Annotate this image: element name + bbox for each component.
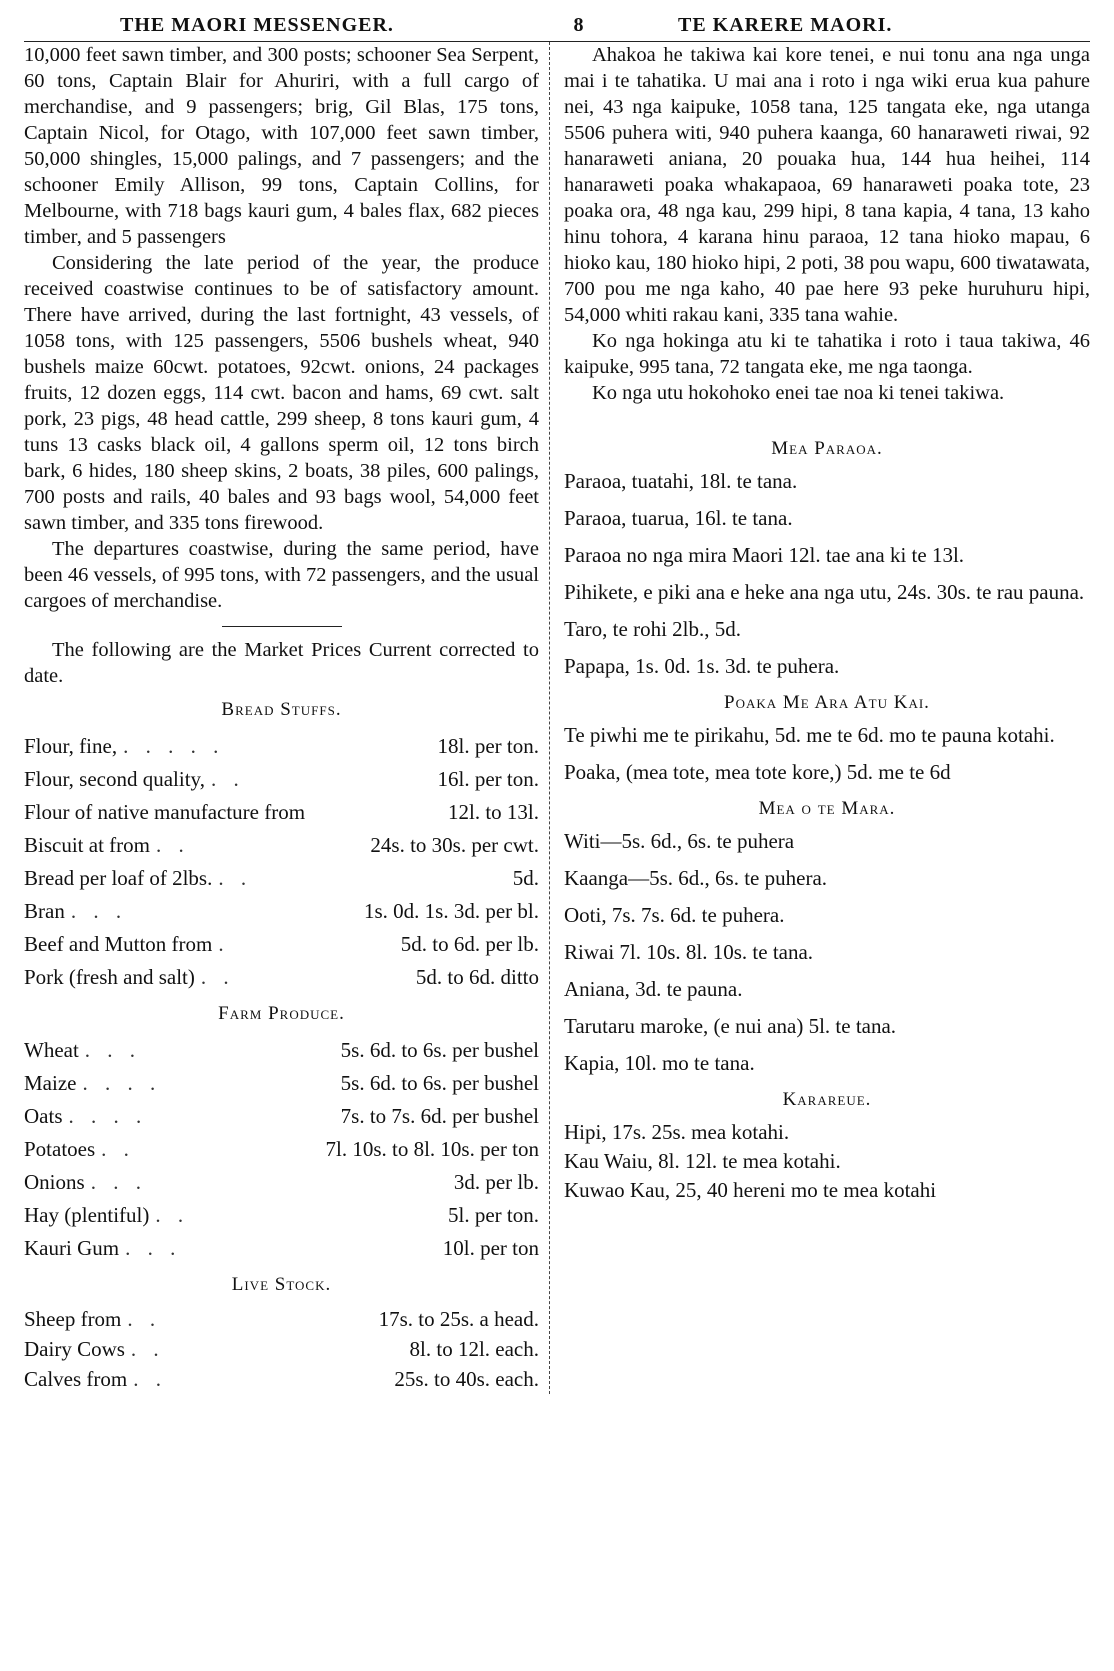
price-row bbox=[24, 861, 539, 894]
item-price: 18l. per ton. bbox=[437, 733, 539, 758]
page-header bbox=[24, 14, 1090, 42]
english-column bbox=[24, 42, 549, 1394]
item-label: Flour, fine, bbox=[24, 733, 118, 758]
item-label: Bran bbox=[24, 898, 65, 923]
price-row bbox=[24, 1334, 539, 1364]
header-title-maori: TE KARERE MAORI. bbox=[678, 14, 893, 36]
section-poaka bbox=[564, 690, 1090, 786]
price-entry: Te piwhi me te pirikahu, 5d. me te 6d. mo te pauna kotahi. bbox=[564, 723, 1055, 747]
dot-leader: . . bbox=[210, 766, 245, 791]
item-price: 17s. to 25s. a head. bbox=[378, 1307, 539, 1331]
price-entry: Kuwao Kau, 25, 40 hereni mo te mea kotahi bbox=[564, 1178, 937, 1202]
section-heading: Mea Paraoa. bbox=[771, 438, 883, 459]
produce-paragraph: Considering the late period of the year, the produce received coastwise continues to be of satisfactory amount. There have arrived, during the last fortnight, 43 vessels, of 1058 tons, with 125 passengers, 5506 bushels wheat, 940 bushels maize 60cwt. potatoes, 92cwt. onions, 24 packages fruits, 12 dozen eggs, 114 cwt. bacon and hams, 69 cwt. salt pork, 23 pigs, 48 head cattle, 299 sheep, 8 tons kauri gum, 4 tuns 13 casks black oil, 4 gallons sperm oil, 12 tons birch bark, 6 hides, 180 sheep skins, 2 boats, 38 piles, 600 palings, 700 posts and rails, 40 bales and 93 bags wool, 54,000 feet sawn timber, and 335 tons firewood. bbox=[24, 252, 539, 534]
departures-paragraph: The departures coastwise, during the same period, have been 46 vessels, of 995 tons, with 72 passengers, and the usual cargoes of merchandise. bbox=[24, 538, 539, 612]
price-row bbox=[24, 1099, 539, 1132]
price-row bbox=[24, 1198, 539, 1231]
dot-leader: . . bbox=[101, 1136, 135, 1161]
dot-leader: . . bbox=[200, 964, 235, 989]
item-label: Onions bbox=[24, 1169, 85, 1194]
price-entry: Poaka, (mea tote, mea tote kore,) 5d. me te 6d bbox=[564, 760, 951, 784]
item-label: Biscuit at from bbox=[24, 832, 150, 857]
item-price: 5d. to 6d. ditto bbox=[415, 964, 539, 989]
price-entry: Aniana, 3d. te pauna. bbox=[564, 977, 743, 1001]
item-label: Maize bbox=[24, 1070, 77, 1095]
market-intro: The following are the Market Prices Current corrected to date. bbox=[24, 639, 539, 687]
item-price: 16l. per ton. bbox=[437, 766, 539, 791]
item-label: Pork (fresh and salt) bbox=[24, 964, 195, 989]
price-entry: Paraoa, tuatahi, 18l. te tana. bbox=[564, 469, 798, 493]
maori-market-intro: Ko nga utu hokohoko enei tae noa ki tenei takiwa. bbox=[592, 382, 1005, 404]
section-mea-paraoa bbox=[564, 436, 1090, 680]
section-farm-produce bbox=[24, 1001, 539, 1264]
item-price: 12l. to 13l. bbox=[447, 799, 539, 824]
price-entry: Pihikete, e piki ana e heke ana nga utu, 24s. 30s. te rau pauna. bbox=[564, 580, 1085, 604]
dot-leader: . . . . bbox=[82, 1070, 162, 1095]
maori-departures-paragraph: Ko nga hokinga atu ki te tahatika i roto i taua takiwa, 46 kaipuke, 995 tana, 72 tangata eke, me nga taonga. bbox=[564, 330, 1090, 378]
item-label: Sheep from bbox=[24, 1307, 122, 1331]
section-heading: Mea o te Mara. bbox=[758, 798, 896, 819]
price-entry: Tarutaru maroke, (e nui ana) 5l. te tana. bbox=[564, 1014, 897, 1038]
item-price: 5s. 6d. to 6s. per bushel bbox=[340, 1070, 539, 1095]
dot-leader: . bbox=[218, 931, 230, 956]
item-price: 7l. 10s. to 8l. 10s. per ton bbox=[325, 1136, 539, 1161]
price-entry: Hipi, 17s. 25s. mea kotahi. bbox=[564, 1120, 790, 1144]
dot-leader: . . . . bbox=[68, 1103, 148, 1128]
dot-leader: . . . bbox=[84, 1037, 142, 1062]
page-number: 8 bbox=[573, 14, 585, 36]
item-label: Wheat bbox=[24, 1037, 79, 1062]
dot-leader: . . bbox=[155, 1202, 190, 1227]
shipping-paragraph: 10,000 feet sawn timber, and 300 posts; schooner Sea Serpent, 60 tons, Captain Blair for Ahuriri, with a full cargo of merchandise, and 9 passengers; brig, Gil Blas, 175 tons, Captain Nicol, for Otago, with 107,000 feet sawn timber, 50,000 shingles, 15,000 palings, and 7 passengers; and the schooner Emily Allison, 99 tons, Captain Collins, for Melbourne, with 718 bags kauri gum, 4 bales flax, 682 pieces timber, and 5 passengers bbox=[24, 44, 539, 248]
price-row bbox=[24, 729, 539, 762]
section-mea-o-te-mara bbox=[564, 796, 1090, 1077]
dot-leader: . . bbox=[130, 1337, 165, 1361]
section-heading: Bread Stuffs. bbox=[221, 699, 342, 720]
item-price: 25s. to 40s. each. bbox=[394, 1367, 539, 1391]
price-entry: Kapia, 10l. mo te tana. bbox=[564, 1051, 755, 1075]
maori-column bbox=[549, 42, 1090, 1394]
price-entry: Kau Waiu, 8l. 12l. te mea kotahi. bbox=[564, 1149, 841, 1173]
dot-leader: . . bbox=[218, 865, 253, 890]
price-entry: Ooti, 7s. 7s. 6d. te puhera. bbox=[564, 903, 785, 927]
columns bbox=[24, 42, 1090, 1394]
dot-leader: . . . . . bbox=[123, 733, 225, 758]
maori-shipping-paragraph: Ahakoa he takiwa kai kore tenei, e nui tonu ana nga unga mai i te tahatika. U mai ana i roto i nga wiki erua kua pahure nei, 43 nga kaipuke, 1058 tana, 125 tangata eke, nga utanga 5506 puhera witi, 940 puhera kaanga, 60 hanaraweti riwai, 92 hanaraweti aniana, 20 pouaka hua, 144 hua heihei, 114 hanaraweti poaka whakapaoa, 69 hanaraweti poaka tote, 23 poaka ora, 48 nga kau, 299 hipi, 8 tana kapia, 4 tana, 13 kaho hinu tohora, 4 karana hinu paraoa, 12 tana hioko mapau, 6 hioko kau, 180 hioko hipi, 2 poti, 38 pou wapu, 600 tiwatawata, 700 pou me nga kaho, 40 pae here 93 peke huruhuru hipi, 54,000 whiti rakau kani, 335 tana wahie. bbox=[564, 44, 1090, 326]
item-price: 1s. 0d. 1s. 3d. per bl. bbox=[364, 898, 539, 923]
section-heading: Live Stock. bbox=[231, 1274, 332, 1295]
item-price: 5l. per ton. bbox=[448, 1202, 539, 1227]
section-live-stock bbox=[24, 1272, 539, 1394]
price-row bbox=[24, 762, 539, 795]
header-title-english: THE MAORI MESSENGER. bbox=[120, 14, 394, 36]
price-row bbox=[24, 960, 539, 993]
price-entry: Paraoa no nga mira Maori 12l. tae ana ki te 13l. bbox=[564, 543, 965, 567]
item-label: Oats bbox=[24, 1103, 63, 1128]
price-entry: Paraoa, tuarua, 16l. te tana. bbox=[564, 506, 793, 530]
price-row bbox=[24, 1132, 539, 1165]
dot-leader: . . . bbox=[90, 1169, 147, 1194]
price-entry: Papapa, 1s. 0d. 1s. 3d. te puhera. bbox=[564, 654, 840, 678]
section-heading: Karareue. bbox=[782, 1089, 872, 1110]
price-row bbox=[24, 1033, 539, 1066]
item-label: Dairy Cows bbox=[24, 1337, 125, 1361]
price-entry: Kaanga—5s. 6d., 6s. te puhera. bbox=[564, 866, 828, 890]
item-label: Potatoes bbox=[24, 1136, 96, 1161]
item-price: 10l. per ton bbox=[442, 1235, 539, 1260]
price-entry: Witi—5s. 6d., 6s. te puhera bbox=[564, 829, 795, 853]
price-row bbox=[24, 1231, 539, 1264]
dot-leader: . . . bbox=[125, 1235, 182, 1260]
dot-leader: . . bbox=[133, 1367, 167, 1391]
price-row bbox=[24, 927, 539, 960]
price-row bbox=[24, 1066, 539, 1099]
item-price: 24s. to 30s. per cwt. bbox=[370, 832, 539, 857]
section-bread-stuffs bbox=[24, 697, 539, 993]
price-row bbox=[24, 894, 539, 927]
price-row bbox=[24, 1364, 539, 1394]
price-entry: Riwai 7l. 10s. 8l. 10s. te tana. bbox=[564, 940, 814, 964]
item-price: 3d. per lb. bbox=[453, 1169, 539, 1194]
price-row bbox=[24, 1304, 539, 1334]
item-label: Kauri Gum bbox=[24, 1235, 120, 1260]
divider bbox=[222, 626, 342, 627]
section-karareue bbox=[564, 1087, 1090, 1204]
item-label: Beef and Mutton from bbox=[24, 931, 213, 956]
price-entry: Taro, te rohi 2lb., 5d. bbox=[564, 617, 741, 641]
item-price: 5d. bbox=[512, 865, 539, 890]
price-row bbox=[24, 1165, 539, 1198]
item-label: Hay (plentiful) bbox=[24, 1202, 150, 1227]
item-label: Flour of native manufacture from bbox=[24, 799, 306, 824]
item-label: Flour, second quality, bbox=[24, 766, 205, 791]
price-row bbox=[24, 828, 539, 861]
item-price: 8l. to 12l. each. bbox=[409, 1337, 539, 1361]
dot-leader: . . . bbox=[70, 898, 128, 923]
item-label: Calves from bbox=[24, 1367, 128, 1391]
item-label: Bread per loaf of 2lbs. bbox=[24, 865, 213, 890]
section-heading: Farm Produce. bbox=[218, 1003, 345, 1024]
price-row bbox=[24, 795, 539, 828]
item-price: 7s. to 7s. 6d. per bushel bbox=[340, 1103, 539, 1128]
item-price: 5s. 6d. to 6s. per bushel bbox=[340, 1037, 539, 1062]
item-price: 5d. to 6d. per lb. bbox=[400, 931, 539, 956]
dot-leader: . . bbox=[127, 1307, 162, 1331]
dot-leader: . . bbox=[155, 832, 190, 857]
section-heading: Poaka Me Ara Atu Kai. bbox=[724, 692, 930, 713]
